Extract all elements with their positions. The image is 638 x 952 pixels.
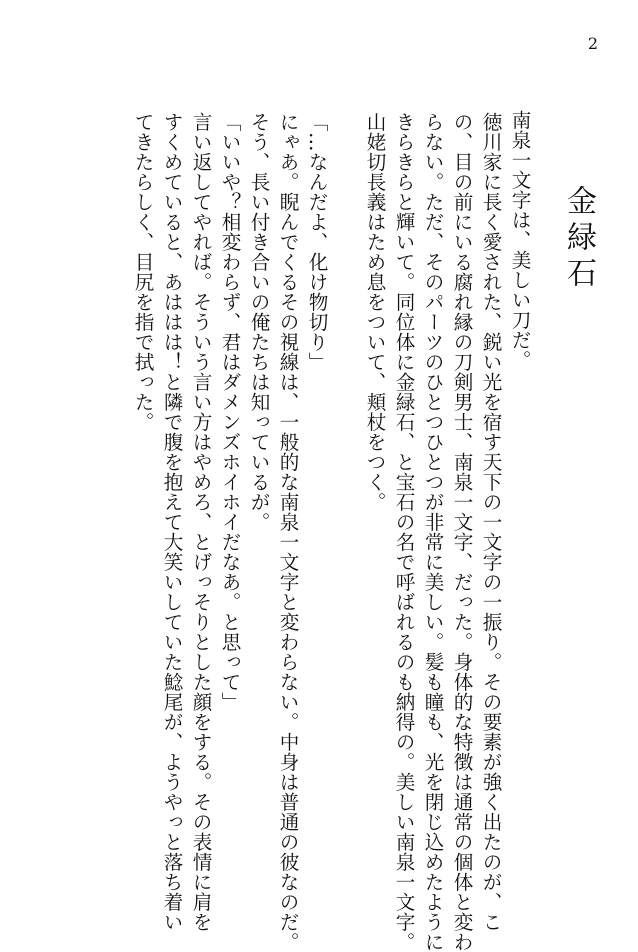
body-line: 南泉一文字は、美しい刀だ。 — [508, 110, 531, 370]
body-line: にゃあ。睨んでくるその視線は、一般的な南泉一文字と変わらない。中身は普通の彼なのだ。 — [276, 112, 299, 952]
body-line: 山姥切長義はため息をついて、頬杖をつく。 — [363, 112, 386, 512]
body-line: 「…なんだよ、化け物切り」 — [305, 112, 328, 372]
body-line: すくめていると、あははは！と隣で腹を抱えて大笑いしていた鯰尾が、ようやっと落ち着い — [160, 112, 183, 932]
body-line: の、目の前にいる腐れ縁の刀剣男士、南泉一文字、だった。身体的な特徴は通常の個体と変わ — [450, 112, 473, 952]
body-line: そう、長い付き合いの俺たちは知っているが。 — [247, 112, 270, 532]
body-line: らない。ただ、そのパーツのひとつひとつが非常に美しい。髪も瞳も、光を閉じ込めたように — [421, 112, 444, 952]
body-line: 言い返してやれば。そういう言い方はやめろ、とげっそりとした顔をする。その表情に肩を — [189, 112, 212, 932]
body-line: てきたらしく、目尻を指で拭った。 — [131, 112, 154, 432]
body-line: 「いいや？相変わらず、君はダメンズホイホイだなあ。と思って」 — [218, 112, 241, 712]
body-line: きらきらと輝いて。同位体に金緑石、と宝石の名で呼ばれるのも納得の。美しい南泉一文字。 — [392, 112, 415, 952]
page-number: 2 — [587, 34, 598, 53]
chapter-title: 金緑石 — [561, 185, 596, 293]
body-line: 徳川家に長く愛された、鋭い光を宿す天下の一文字の一振り。その要素が強く出たのが、こ — [479, 112, 502, 932]
